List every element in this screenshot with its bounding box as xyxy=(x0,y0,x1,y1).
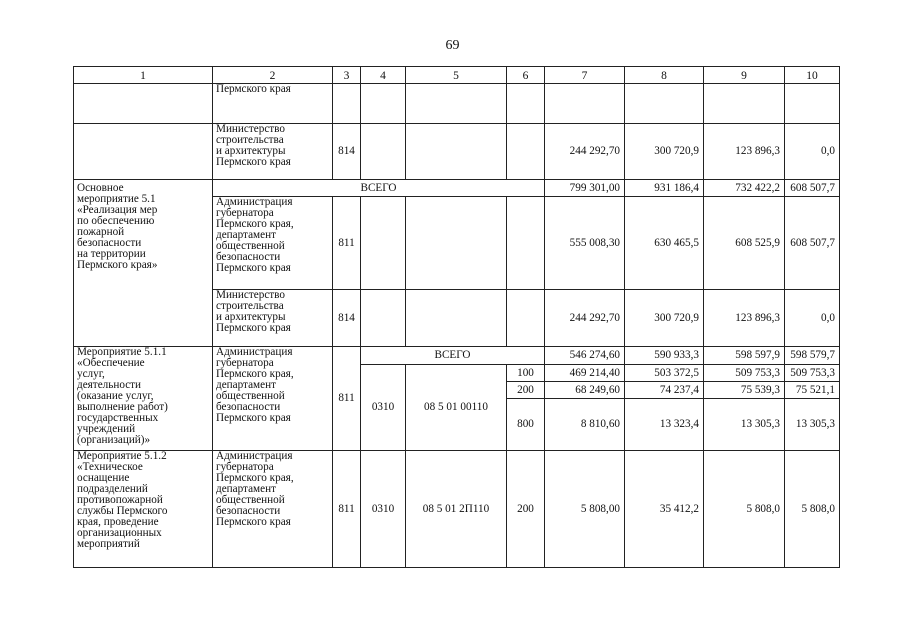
table-header-row xyxy=(74,67,840,84)
value-cell: 509 753,3 xyxy=(785,365,840,382)
executor-cell: Администрация губернатора Пермского края, департамент общественной безопасности Пермского края xyxy=(213,347,333,451)
value-cell: 300 720,9 xyxy=(625,290,704,347)
table-row xyxy=(74,451,840,568)
value-cell: 0,0 xyxy=(785,124,840,180)
column-header: 5 xyxy=(406,67,507,84)
column-header: 8 xyxy=(625,67,704,84)
value-cell: 123 896,3 xyxy=(704,124,785,180)
value-cell: 5 808,0 xyxy=(785,451,840,568)
budget-table xyxy=(73,66,840,568)
code-cell: 814 xyxy=(333,290,361,347)
column-header: 10 xyxy=(785,67,840,84)
column-header: 6 xyxy=(507,67,545,84)
value-cell: 123 896,3 xyxy=(704,290,785,347)
total-label: ВСЕГО xyxy=(361,347,545,365)
column-header: 7 xyxy=(545,67,625,84)
value-cell: 732 422,2 xyxy=(704,180,785,197)
total-label: ВСЕГО xyxy=(213,180,545,197)
column-header: 1 xyxy=(74,67,213,84)
code-cell: 0310 xyxy=(361,365,406,451)
executor-cell: Пермского края xyxy=(213,84,333,124)
value-cell: 931 186,4 xyxy=(625,180,704,197)
code-cell: 811 xyxy=(333,197,361,290)
code-cell: 200 xyxy=(507,451,545,568)
value-cell: 35 412,2 xyxy=(625,451,704,568)
value-cell: 74 237,4 xyxy=(625,382,704,399)
value-cell: 590 933,3 xyxy=(625,347,704,365)
value-cell: 0,0 xyxy=(785,290,840,347)
code-cell: 811 xyxy=(333,451,361,568)
column-header: 2 xyxy=(213,67,333,84)
value-cell: 75 539,3 xyxy=(704,382,785,399)
table-row xyxy=(74,180,840,197)
value-cell: 5 808,0 xyxy=(704,451,785,568)
table-row xyxy=(74,124,840,180)
code-cell: 0310 xyxy=(361,451,406,568)
executor-cell: Министерство строительства и архитектуры Пермского края xyxy=(213,124,333,180)
table-row xyxy=(74,347,840,365)
value-cell: 244 292,70 xyxy=(545,124,625,180)
code-cell: 800 xyxy=(507,399,545,451)
value-cell: 509 753,3 xyxy=(704,365,785,382)
page-number: 69 xyxy=(445,38,460,53)
value-cell: 13 305,3 xyxy=(785,399,840,451)
value-cell: 75 521,1 xyxy=(785,382,840,399)
value-cell: 608 507,7 xyxy=(785,180,840,197)
activity-name-cell: Основное мероприятие 5.1 «Реализация мер по обеспечению пожарной безопасности на территории Пермского края» xyxy=(74,180,213,347)
value-cell: 608 507,7 xyxy=(785,197,840,290)
activity-name-cell: Мероприятие 5.1.1 «Обеспечение услуг, деятельности (оказание услуг, выполнение работ) государственных учреждений (организаций)» xyxy=(74,347,213,451)
column-header: 3 xyxy=(333,67,361,84)
executor-cell: Администрация губернатора Пермского края, департамент общественной безопасности Пермского края xyxy=(213,451,333,568)
code-cell: 08 5 01 00110 xyxy=(406,365,507,451)
executor-cell: Министерство строительства и архитектуры Пермского края xyxy=(213,290,333,347)
value-cell: 13 305,3 xyxy=(704,399,785,451)
value-cell: 469 214,40 xyxy=(545,365,625,382)
column-header: 4 xyxy=(361,67,406,84)
code-cell: 811 xyxy=(333,347,361,451)
value-cell: 5 808,00 xyxy=(545,451,625,568)
value-cell: 799 301,00 xyxy=(545,180,625,197)
value-cell: 630 465,5 xyxy=(625,197,704,290)
value-cell: 598 597,9 xyxy=(704,347,785,365)
table-row xyxy=(74,84,840,124)
value-cell: 244 292,70 xyxy=(545,290,625,347)
value-cell: 13 323,4 xyxy=(625,399,704,451)
value-cell: 598 579,7 xyxy=(785,347,840,365)
activity-name-cell: Мероприятие 5.1.2 «Техническое оснащение подразделений противопожарной службы Пермского края, проведение организационных мероприятий xyxy=(74,451,213,568)
activity-name-cell xyxy=(74,124,213,180)
value-cell: 300 720,9 xyxy=(625,124,704,180)
value-cell: 8 810,60 xyxy=(545,399,625,451)
value-cell: 608 525,9 xyxy=(704,197,785,290)
executor-cell: Администрация губернатора Пермского края, департамент общественной безопасности Пермского края xyxy=(213,197,333,290)
column-header: 9 xyxy=(704,67,785,84)
code-cell: 100 xyxy=(507,365,545,382)
value-cell: 546 274,60 xyxy=(545,347,625,365)
activity-name-cell xyxy=(74,84,213,124)
value-cell: 555 008,30 xyxy=(545,197,625,290)
code-cell: 200 xyxy=(507,382,545,399)
code-cell: 08 5 01 2П110 xyxy=(406,451,507,568)
value-cell: 503 372,5 xyxy=(625,365,704,382)
value-cell: 68 249,60 xyxy=(545,382,625,399)
code-cell: 814 xyxy=(333,124,361,180)
